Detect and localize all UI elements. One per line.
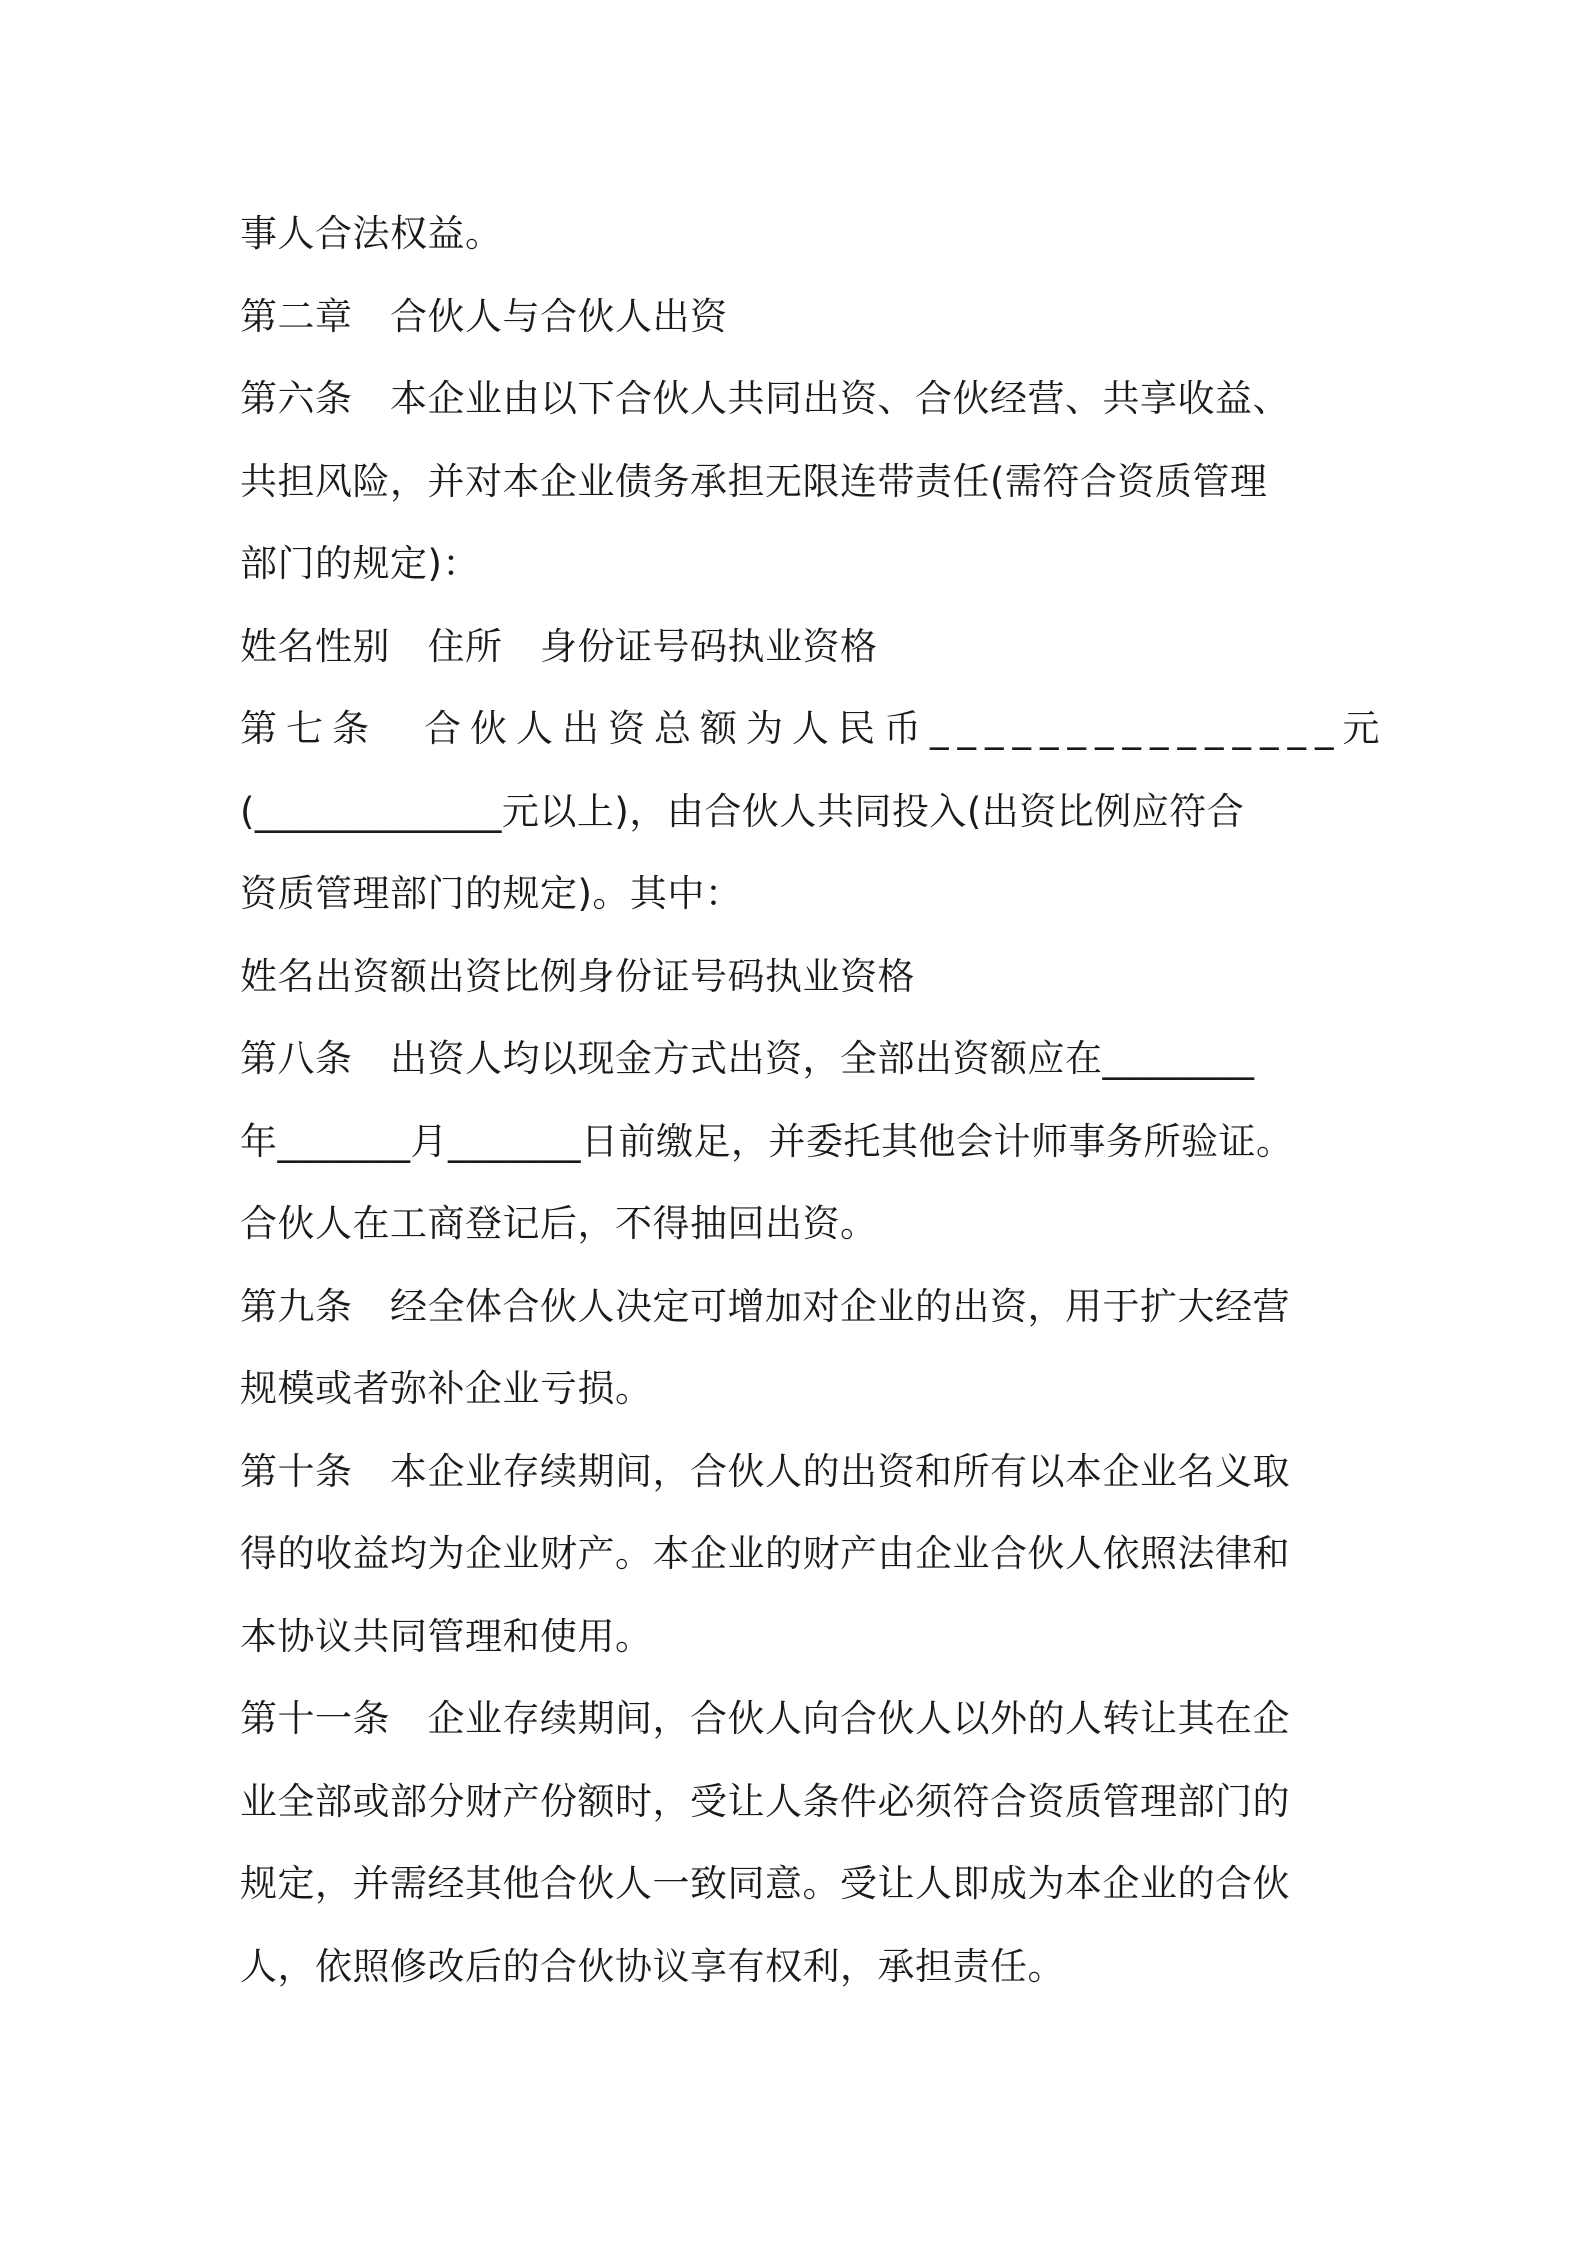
text-line: 合伙人在工商登记后，不得抽回出资。 — [240, 1202, 878, 1245]
text-line: 第十条 本企业存续期间，合伙人的出资和所有以本企业名义取 — [240, 1449, 1290, 1493]
text-line: 人，依照修改后的合伙协议享有权利，承担责任。 — [240, 1944, 1065, 1988]
text-line: 事人合法权益。 — [240, 212, 503, 255]
text-line: 年_______月_______日前缴足，并委托其他会计师事务所验证。 — [240, 1119, 1294, 1163]
text-line: 规定，并需经其他合伙人一致同意。受让人即成为本企业的合伙 — [240, 1862, 1290, 1905]
text-line: 业全部或部分财产份额时，受让人条件必须符合资质管理部门的 — [240, 1779, 1290, 1823]
text-line: 第七条 合伙人出资总额为人民币_______________元 — [240, 707, 1389, 750]
text-line: (_____________元以上)，由合伙人共同投入(出资比例应符合 — [240, 789, 1245, 833]
text-line: 共担风险，并对本企业债务承担无限连带责任(需符合资质管理 — [240, 459, 1268, 503]
text-line: 第六条 本企业由以下合伙人共同出资、合伙经营、共享收益、 — [240, 377, 1290, 420]
text-line: 第十一条 企业存续期间，合伙人向合伙人以外的人转让其在企 — [240, 1697, 1290, 1740]
text-line: 姓名性别 住所 身份证号码执业资格 — [240, 624, 878, 668]
text-line: 规模或者弥补企业亏损。 — [240, 1367, 653, 1410]
text-line: 第九条 经全体合伙人决定可增加对企业的出资，用于扩大经营 — [240, 1284, 1290, 1328]
text-line: 资质管理部门的规定)。其中： — [240, 872, 743, 915]
text-line: 姓名出资额出资比例身份证号码执业资格 — [240, 954, 915, 998]
document-body — [240, 193, 1389, 2008]
text-line: 部门的规定)： — [240, 542, 480, 585]
text-line: 第八条 出资人均以现金方式出资，全部出资额应在________ — [240, 1037, 1255, 1080]
chapter-heading: 第二章 合伙人与合伙人出资 — [240, 294, 728, 338]
text-line: 本协议共同管理和使用。 — [240, 1614, 653, 1658]
text-line: 得的收益均为企业财产。本企业的财产由企业合伙人依照法律和 — [240, 1532, 1290, 1575]
